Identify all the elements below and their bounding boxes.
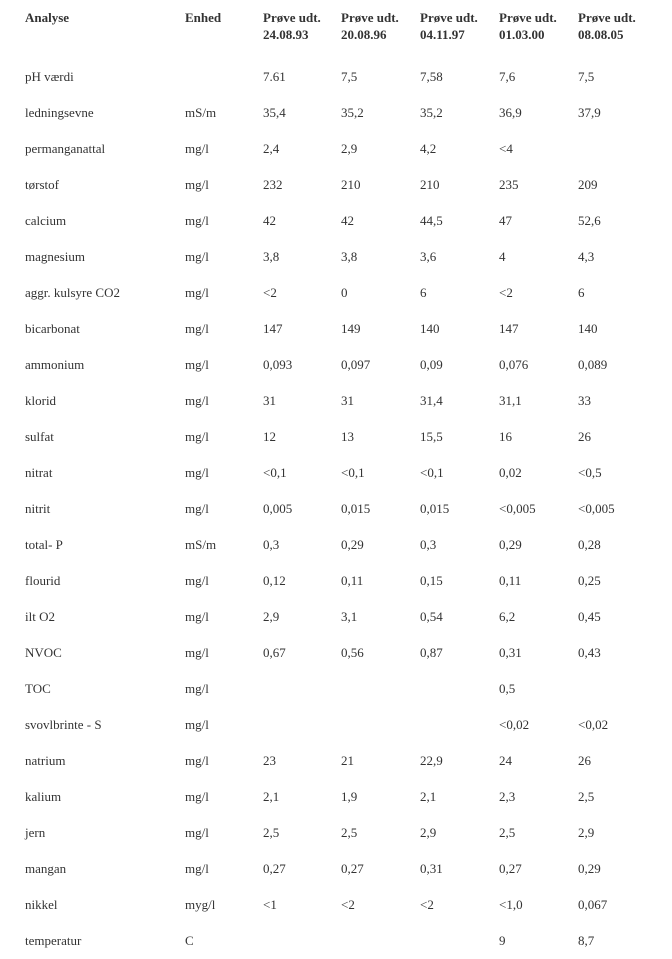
cell-enhed: mg/l	[185, 177, 209, 192]
table-row	[22, 563, 662, 599]
cell-value: 149	[341, 321, 361, 336]
cell-value	[260, 707, 338, 743]
cell-analyse: pH værdi	[25, 69, 74, 84]
cell-value: 0,25	[578, 573, 601, 588]
cell-value: 0,3	[420, 537, 437, 552]
cell-value: 2,5	[341, 825, 358, 840]
table-row	[22, 491, 662, 527]
cell-value: 42	[341, 213, 354, 228]
cell-analyse: kalium	[25, 789, 62, 804]
table-row	[22, 527, 662, 563]
cell-analyse: flourid	[25, 573, 61, 588]
cell-value: 2,5	[578, 789, 595, 804]
cell-value: 0,015	[420, 501, 450, 516]
table-row	[22, 851, 662, 887]
cell-analyse: klorid	[25, 393, 57, 408]
table-row	[22, 95, 662, 131]
cell-value: 2,5	[499, 825, 516, 840]
cell-value	[417, 671, 496, 707]
cell-value: 0,27	[499, 861, 522, 876]
header-sample-date: 01.03.00	[499, 27, 545, 42]
cell-value: 147	[263, 321, 283, 336]
cell-value: 7,6	[499, 69, 516, 84]
cell-analyse: sulfat	[25, 429, 54, 444]
cell-value: 0,005	[263, 501, 293, 516]
cell-value	[338, 707, 417, 743]
cell-value: 4,3	[578, 249, 595, 264]
cell-value: <2	[499, 285, 513, 300]
cell-value: 0	[341, 285, 348, 300]
cell-value: 0,11	[499, 573, 522, 588]
cell-enhed: mg/l	[185, 717, 209, 732]
header-sample-date: 20.08.96	[341, 27, 387, 42]
cell-analyse: total- P	[25, 537, 63, 552]
table-row	[22, 923, 662, 959]
cell-value: 2,4	[263, 141, 280, 156]
cell-analyse: calcium	[25, 213, 67, 228]
table-row	[22, 887, 662, 923]
cell-value: 0,097	[341, 357, 371, 372]
cell-value: <0,1	[263, 465, 287, 480]
cell-value: 33	[578, 393, 591, 408]
cell-value: 140	[578, 321, 598, 336]
cell-value: 0,3	[263, 537, 280, 552]
cell-value	[575, 671, 662, 707]
cell-value: 2,9	[263, 609, 280, 624]
cell-value: <2	[263, 285, 277, 300]
cell-value: 0,27	[341, 861, 364, 876]
cell-enhed: mg/l	[185, 285, 209, 300]
table-row	[22, 239, 662, 275]
cell-value: 3,1	[341, 609, 358, 624]
cell-value: 4	[499, 249, 506, 264]
analysis-table	[22, 6, 662, 959]
cell-value	[417, 707, 496, 743]
cell-value: 3,8	[341, 249, 358, 264]
header-row	[22, 6, 662, 59]
cell-value	[338, 923, 417, 959]
cell-value: 3,8	[263, 249, 280, 264]
cell-value	[575, 131, 662, 167]
cell-value: 232	[263, 177, 283, 192]
cell-enhed: mg/l	[185, 825, 209, 840]
cell-value: 52,6	[578, 213, 601, 228]
cell-value: 0,09	[420, 357, 443, 372]
cell-enhed: mg/l	[185, 393, 209, 408]
cell-analyse: TOC	[25, 681, 51, 696]
cell-value: 24	[499, 753, 512, 768]
cell-enhed: mg/l	[185, 501, 209, 516]
cell-value: 0,29	[341, 537, 364, 552]
cell-value: 36,9	[499, 105, 522, 120]
header-sample-date: 24.08.93	[263, 27, 309, 42]
cell-value: 0,29	[499, 537, 522, 552]
cell-value: 0,076	[499, 357, 529, 372]
cell-enhed: mS/m	[185, 537, 217, 552]
cell-enhed: mg/l	[185, 357, 209, 372]
table-row	[22, 275, 662, 311]
cell-value: <4	[499, 141, 513, 156]
cell-value: 47	[499, 213, 512, 228]
cell-value: 2,5	[263, 825, 280, 840]
cell-value: 22,9	[420, 753, 443, 768]
cell-value: 0,31	[420, 861, 443, 876]
cell-enhed: mg/l	[185, 789, 209, 804]
header-sample-date: 04.11.97	[420, 27, 465, 42]
cell-value: 15,5	[420, 429, 443, 444]
cell-value: 0,31	[499, 645, 522, 660]
cell-value: 0,015	[341, 501, 371, 516]
cell-enhed: mg/l	[185, 681, 209, 696]
cell-enhed: mg/l	[185, 465, 209, 480]
cell-analyse: NVOC	[25, 645, 62, 660]
cell-value: <1	[263, 897, 277, 912]
cell-value: 0,12	[263, 573, 286, 588]
cell-value: <0,1	[341, 465, 365, 480]
cell-enhed: mg/l	[185, 573, 209, 588]
table-row	[22, 707, 662, 743]
cell-analyse: ledningsevne	[25, 105, 94, 120]
cell-analyse: mangan	[25, 861, 67, 876]
cell-value: <0,005	[578, 501, 615, 516]
cell-enhed: mg/l	[185, 321, 209, 336]
table-row	[22, 599, 662, 635]
cell-value: 7.61	[263, 69, 286, 84]
cell-value: 210	[420, 177, 440, 192]
cell-value: 2,9	[578, 825, 595, 840]
cell-value: 44,5	[420, 213, 443, 228]
cell-value: 2,3	[499, 789, 516, 804]
cell-value: 6	[420, 285, 427, 300]
table-row	[22, 419, 662, 455]
cell-value: 26	[578, 429, 591, 444]
cell-value: <1,0	[499, 897, 523, 912]
cell-value: 2,9	[420, 825, 437, 840]
cell-analyse: nitrit	[25, 501, 51, 516]
cell-value: 1,9	[341, 789, 358, 804]
cell-value: 0,87	[420, 645, 443, 660]
cell-value: 37,9	[578, 105, 601, 120]
cell-value: 2,1	[263, 789, 280, 804]
table-body	[22, 59, 662, 959]
cell-value: 0,5	[499, 681, 516, 696]
cell-analyse: natrium	[25, 753, 66, 768]
cell-value: 0,43	[578, 645, 601, 660]
cell-analyse: ammonium	[25, 357, 85, 372]
cell-value: 16	[499, 429, 512, 444]
cell-analyse: tørstof	[25, 177, 59, 192]
cell-value: 8,7	[578, 933, 595, 948]
cell-enhed: C	[185, 933, 194, 948]
cell-analyse: nikkel	[25, 897, 58, 912]
table-row	[22, 167, 662, 203]
table-row	[22, 455, 662, 491]
cell-value	[417, 923, 496, 959]
cell-value: 3,6	[420, 249, 437, 264]
cell-value: 13	[341, 429, 354, 444]
cell-value: 0,29	[578, 861, 601, 876]
cell-value: <0,02	[499, 717, 530, 732]
cell-analyse: aggr. kulsyre CO2	[25, 285, 120, 300]
cell-value: 23	[263, 753, 276, 768]
header-sample-5	[575, 6, 662, 59]
cell-value: 0,28	[578, 537, 601, 552]
table-header	[22, 6, 662, 59]
cell-value	[338, 671, 417, 707]
cell-value: 9	[499, 933, 506, 948]
cell-analyse: ilt O2	[25, 609, 55, 624]
cell-enhed: myg/l	[185, 897, 216, 912]
cell-value: 0,02	[499, 465, 522, 480]
header-sample-label: Prøve udt.	[263, 10, 321, 25]
cell-enhed: mg/l	[185, 429, 209, 444]
table-row	[22, 383, 662, 419]
header-sample-date: 08.08.05	[578, 27, 624, 42]
cell-enhed: mg/l	[185, 753, 209, 768]
cell-value: 2,1	[420, 789, 437, 804]
cell-value: 2,9	[341, 141, 358, 156]
header-sample-1	[260, 6, 338, 59]
table-row	[22, 743, 662, 779]
cell-value: 4,2	[420, 141, 437, 156]
cell-value: 0,15	[420, 573, 443, 588]
cell-value: 35,2	[341, 105, 364, 120]
cell-value: 209	[578, 177, 598, 192]
cell-value: 35,2	[420, 105, 443, 120]
cell-value: 0,67	[263, 645, 286, 660]
cell-value: 7,5	[341, 69, 358, 84]
cell-analyse: magnesium	[25, 249, 85, 264]
cell-value: 0,45	[578, 609, 601, 624]
table-row	[22, 779, 662, 815]
cell-enhed: mg/l	[185, 249, 209, 264]
cell-value: 42	[263, 213, 276, 228]
cell-value: 210	[341, 177, 361, 192]
header-analyse: Analyse	[25, 10, 70, 25]
table-row	[22, 203, 662, 239]
cell-value	[260, 671, 338, 707]
header-enhed: Enhed	[185, 10, 222, 25]
header-sample-4	[496, 6, 575, 59]
cell-value: 31	[341, 393, 354, 408]
cell-value: 140	[420, 321, 440, 336]
cell-value: <0,005	[499, 501, 536, 516]
cell-value: <0,1	[420, 465, 444, 480]
cell-value: 35,4	[263, 105, 286, 120]
cell-value	[260, 923, 338, 959]
cell-value: 0,11	[341, 573, 364, 588]
cell-value: 235	[499, 177, 519, 192]
table-row	[22, 635, 662, 671]
cell-analyse: jern	[25, 825, 46, 840]
cell-analyse: temperatur	[25, 933, 82, 948]
header-sample-2	[338, 6, 417, 59]
cell-value: 7,58	[420, 69, 443, 84]
cell-value: 147	[499, 321, 519, 336]
header-sample-3	[417, 6, 496, 59]
cell-enhed: mg/l	[185, 213, 209, 228]
cell-enhed: mg/l	[185, 645, 209, 660]
header-sample-label: Prøve udt.	[420, 10, 478, 25]
cell-value: 0,067	[578, 897, 608, 912]
table-row	[22, 131, 662, 167]
cell-value: <0,5	[578, 465, 602, 480]
cell-value: 31	[263, 393, 276, 408]
table-row	[22, 815, 662, 851]
cell-value: <2	[420, 897, 434, 912]
cell-value: 0,093	[263, 357, 293, 372]
cell-value: 0,089	[578, 357, 608, 372]
table-row	[22, 59, 662, 95]
cell-analyse: bicarbonat	[25, 321, 80, 336]
cell-value: <2	[341, 897, 355, 912]
cell-value: 6,2	[499, 609, 516, 624]
cell-enhed	[182, 59, 260, 95]
cell-enhed: mg/l	[185, 141, 209, 156]
cell-value: 0,54	[420, 609, 443, 624]
cell-value: <0,02	[578, 717, 609, 732]
table-row	[22, 671, 662, 707]
cell-value: 31,1	[499, 393, 522, 408]
cell-analyse: svovlbrinte - S	[25, 717, 102, 732]
cell-enhed: mS/m	[185, 105, 217, 120]
cell-value: 12	[263, 429, 276, 444]
cell-value: 26	[578, 753, 591, 768]
cell-analyse: permanganattal	[25, 141, 106, 156]
cell-value: 7,5	[578, 69, 595, 84]
table-row	[22, 311, 662, 347]
header-sample-label: Prøve udt.	[341, 10, 399, 25]
cell-enhed: mg/l	[185, 609, 209, 624]
cell-value: 21	[341, 753, 354, 768]
header-sample-label: Prøve udt.	[499, 10, 557, 25]
cell-value: 0,56	[341, 645, 364, 660]
header-sample-label: Prøve udt.	[578, 10, 636, 25]
cell-value: 31,4	[420, 393, 443, 408]
cell-value: 6	[578, 285, 585, 300]
cell-enhed: mg/l	[185, 861, 209, 876]
cell-analyse: nitrat	[25, 465, 53, 480]
table-row	[22, 347, 662, 383]
cell-value: 0,27	[263, 861, 286, 876]
